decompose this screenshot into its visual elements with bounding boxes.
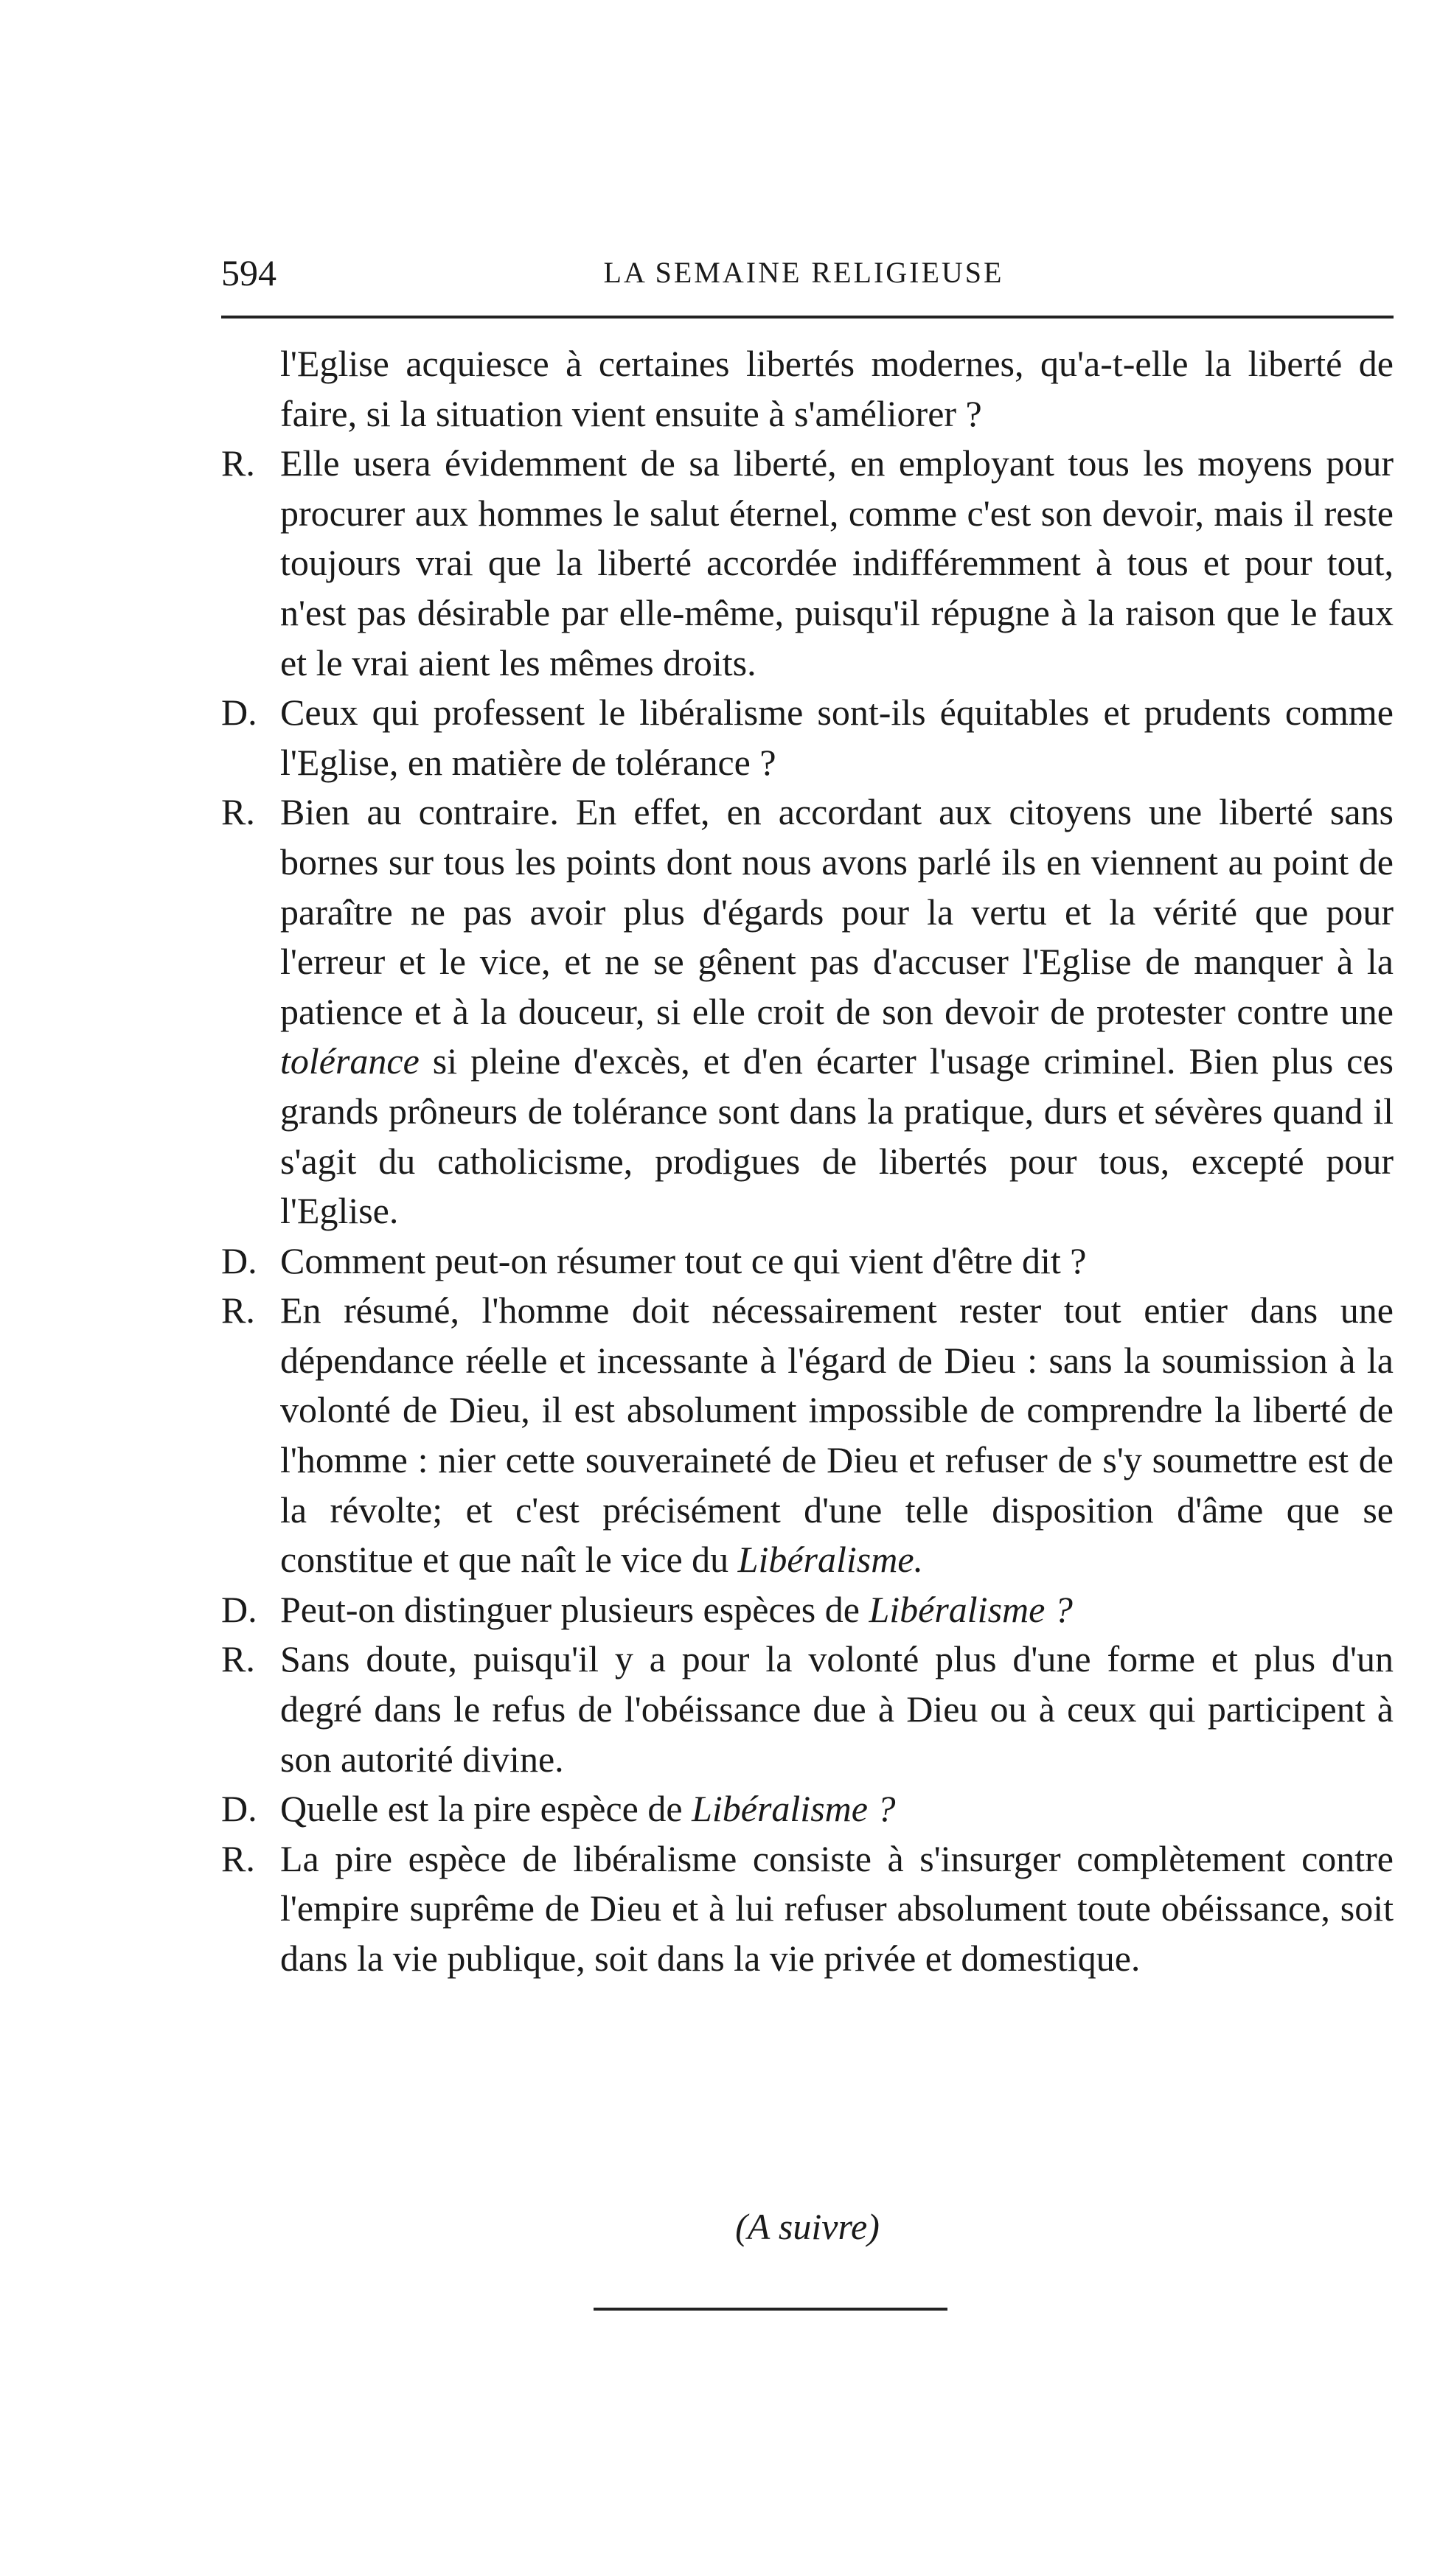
body-text: [221, 339, 1394, 1984]
paragraph-text: Sans doute, puisqu'il y a pour la volonté plus d'une forme et plus d'un degré dans le refus de l'obéissance due à Dieu ou à ceux qui participent à son autorité divine.: [280, 1638, 1394, 1780]
paragraph-text: Ceux qui professent le libéralisme sont-ils équitables et prudents comme l'Eglise, en matière de tolérance ?: [280, 692, 1394, 783]
text-run: En résumé, l'homme doit nécessairement rester tout entier dans une dépendance réelle et incessante à l'égard de Dieu : sans la soumission à la volonté de Dieu, il est absolument impossible de comprendre la liberté de l'homme : nier cette souveraineté de Dieu et refuser de s'y soumettre est de la révolte; et c'est précisément d'une telle disposition d'âme que se constitue et que naît le vice du: [280, 1289, 1394, 1581]
paragraph-text: La pire espèce de libéralisme consiste à s'insurger complètement contre l'empire suprême de Dieu et à lui refuser absolument toute obéissance, soit dans la vie publique, soit dans la vie privée et domestique.: [280, 1837, 1394, 1979]
end-rule: [594, 2308, 947, 2311]
paragraph-text: Elle usera évidemment de sa liberté, en employant tous les moyens pour procurer aux hommes le salut éternel, comme c'est son devoir, mais il reste toujours vrai que la liberté accordée indifféremment à tous et pour tout, n'est pas désirable par elle-même, puisqu'il répugne à la raison que le faux et le vrai aient les mêmes droits.: [280, 442, 1394, 683]
text-run: si pleine d'excès, et d'en écarter l'usage criminel. Bien plus ces grands prôneurs de tolérance sont dans la pratique, durs et sévères quand il s'agit du catholicisme, prodigues de libertés pour tous, excepté pour l'Eglise.: [280, 1040, 1394, 1232]
answer-marker: R.: [221, 1638, 255, 1680]
answer-marker: R.: [221, 442, 255, 484]
italic-term: Libéralisme.: [737, 1539, 924, 1581]
continuation-paragraph: [221, 339, 1394, 439]
journal-title: LA SEMAINE RELIGIEUSE: [603, 256, 1004, 289]
question-marker: D.: [221, 1788, 257, 1830]
answer-marker: R.: [221, 1837, 255, 1879]
answer-paragraph: [221, 1834, 1394, 1984]
text-run: Quelle est la pire espèce de: [280, 1788, 692, 1830]
italic-term: tolérance: [280, 1040, 420, 1082]
paragraph-text: [280, 787, 1394, 1236]
paragraph-text: [280, 1585, 1394, 1635]
running-head: [221, 247, 1386, 299]
header-rule: [221, 316, 1394, 318]
answer-paragraph: [221, 1286, 1394, 1585]
answer-marker: R.: [221, 1289, 255, 1331]
paragraph-text: Comment peut-on résumer tout ce qui vient d'être dit ?: [280, 1239, 1087, 1281]
question-paragraph: [221, 688, 1394, 787]
paragraph-text: l'Eglise acquiesce à certaines libertés modernes, qu'a-t-elle la liberté de faire, si la situation vient ensuite à s'améliorer ?: [280, 343, 1394, 434]
answer-marker: R.: [221, 791, 255, 833]
question-paragraph: [221, 1784, 1394, 1834]
question-paragraph: [221, 1236, 1394, 1287]
question-marker: D.: [221, 1588, 257, 1630]
italic-term: Libéralisme ?: [692, 1788, 896, 1830]
question-marker: D.: [221, 1239, 257, 1281]
to-be-continued: (A suivre): [735, 2206, 880, 2247]
paragraph-text: [280, 1784, 1394, 1834]
question-paragraph: [221, 1585, 1394, 1635]
text-run: Peut-on distinguer plusieurs espèces de: [280, 1588, 869, 1630]
answer-paragraph: [221, 787, 1394, 1236]
question-marker: D.: [221, 692, 257, 734]
page-number: 594: [221, 252, 276, 293]
text-run: Bien au contraire. En effet, en accordant aux citoyens une liberté sans bornes sur tous les points dont nous avons parlé ils en viennent au point de paraître ne pas avoir plus d'égards pour la vertu et la vérité que pour l'erreur et le vice, et ne se gênent pas d'accuser l'Eglise de manquer à la patience et à la douceur, si elle croit de son devoir de protester contre une: [280, 791, 1394, 1032]
italic-term: Libéralisme ?: [869, 1588, 1073, 1630]
answer-paragraph: [221, 1635, 1394, 1784]
paragraph-text: [280, 1286, 1394, 1585]
answer-paragraph: [221, 439, 1394, 688]
